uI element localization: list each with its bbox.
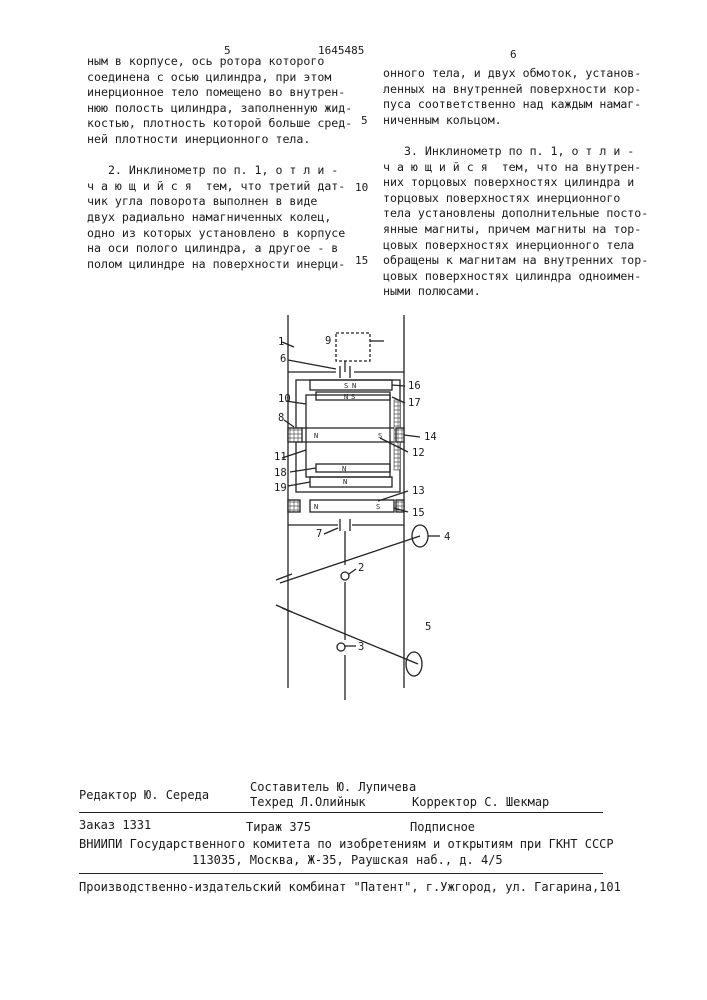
figure-label: 12 — [412, 447, 425, 459]
figure-label: 9 — [325, 335, 331, 347]
vniipi: ВНИИПИ Государственного комитета по изобретениям и открытиям при ГКНТ СССР — [79, 837, 614, 851]
figure-label: 8 — [278, 412, 284, 424]
circulation: Тираж 375 — [246, 820, 311, 834]
text-line: костью, плотность которой больше сред- — [87, 116, 352, 132]
pole-mark: S — [378, 432, 382, 440]
line-number: 15 — [355, 254, 368, 267]
page-number-right: 6 — [510, 48, 517, 61]
line-number: 5 — [361, 114, 368, 127]
figure-label: 4 — [444, 531, 450, 543]
pole-mark: N — [314, 432, 318, 440]
figure-label: 15 — [412, 507, 425, 519]
divider — [79, 812, 603, 813]
text-line: 3. Инклинометр по п. 1, о т л и - — [383, 144, 648, 160]
text-line: двух радиально намагниченных колец, — [87, 210, 352, 226]
figure-label: 18 — [274, 467, 287, 479]
pole-mark: N — [344, 393, 348, 401]
order: Заказ 1331 — [79, 818, 151, 832]
text-line: них торцовых поверхностях цилиндра и — [383, 175, 648, 191]
editor: Редактор Ю. Середа — [79, 788, 209, 802]
text-line: тела установлены дополнительные посто- — [383, 206, 648, 222]
pole-mark: S — [351, 393, 355, 401]
text-line: цовых поверхностях цилиндра одноимен- — [383, 269, 648, 285]
figure-label: 19 — [274, 482, 287, 494]
pole-mark: N — [352, 382, 356, 390]
text-line: ным в корпусе, ось ротора которого — [87, 54, 352, 70]
pole-mark: N — [314, 503, 318, 511]
patent-number: 1645485 — [318, 44, 364, 57]
text-line: ней плотности инерционного тела. — [87, 132, 352, 148]
line-number: 10 — [355, 181, 368, 194]
text-line: торцовых поверхностях инерционного — [383, 191, 648, 207]
subscription: Подписное — [410, 820, 475, 834]
text-line: обращены к магнитам на внутренних тор- — [383, 253, 648, 269]
text-line: ниченным кольцом. — [383, 113, 648, 129]
compiler: Составитель Ю. Лупичева — [250, 780, 416, 794]
pole-mark: S — [376, 503, 380, 511]
figure-label: 11 — [274, 451, 287, 463]
figure-label: 10 — [278, 393, 291, 405]
figure-label: 16 — [408, 380, 421, 392]
figure-label: 7 — [316, 528, 322, 540]
text-line: инерционное тело помещено во внутрен- — [87, 85, 352, 101]
figure-label: 5 — [425, 621, 431, 633]
figure-label: 14 — [424, 431, 437, 443]
text-line: на оси полого цилиндра, а другое - в — [87, 241, 352, 257]
text-line: пуса соответственно над каждым намаг- — [383, 97, 648, 113]
address: 113035, Москва, Ж-35, Раушская наб., д. 4/5 — [192, 853, 503, 867]
text-line: янные магниты, причем магниты на тор- — [383, 222, 648, 238]
pole-mark: N — [343, 478, 347, 486]
text-line: нюю полость цилиндра, заполненную жид- — [87, 101, 352, 117]
figure-label: 17 — [408, 397, 421, 409]
text-line: полом цилиндре на поверхности инерци- — [87, 257, 352, 273]
text-line: одно из которых установлено в корпусе — [87, 226, 352, 242]
page-number-left: 5 — [224, 44, 231, 57]
figure-label: 3 — [358, 641, 364, 653]
text-line: 2. Инклинометр по п. 1, о т л и - — [87, 163, 352, 179]
pole-mark: S — [344, 382, 348, 390]
corrector: Корректор С. Шекмар — [412, 795, 549, 809]
text-line: ными полюсами. — [383, 284, 648, 300]
publisher: Производственно-издательский комбинат "Патент", г.Ужгород, ул. Гагарина,101 — [79, 880, 621, 894]
text-line: ч а ю щ и й с я тем, что третий дат- — [87, 179, 352, 195]
divider — [79, 873, 603, 874]
text-line: чик угла поворота выполнен в виде — [87, 194, 352, 210]
techred: Техред Л.Олийнык — [250, 795, 366, 809]
figure-label: 1 — [278, 336, 284, 348]
pole-mark: N — [342, 465, 346, 473]
text-line: соединена с осью цилиндра, при этом — [87, 70, 352, 86]
text-line: цовых поверхностях инерционного тела — [383, 238, 648, 254]
text-line: онного тела, и двух обмоток, установ- — [383, 66, 648, 82]
text-line: ч а ю щ и й с я тем, что на внутрен- — [383, 160, 648, 176]
figure-label: 13 — [412, 485, 425, 497]
figure-label: 6 — [280, 353, 286, 365]
figure-label: 2 — [358, 562, 364, 574]
text-line: ленных на внутренней поверхности кор- — [383, 82, 648, 98]
